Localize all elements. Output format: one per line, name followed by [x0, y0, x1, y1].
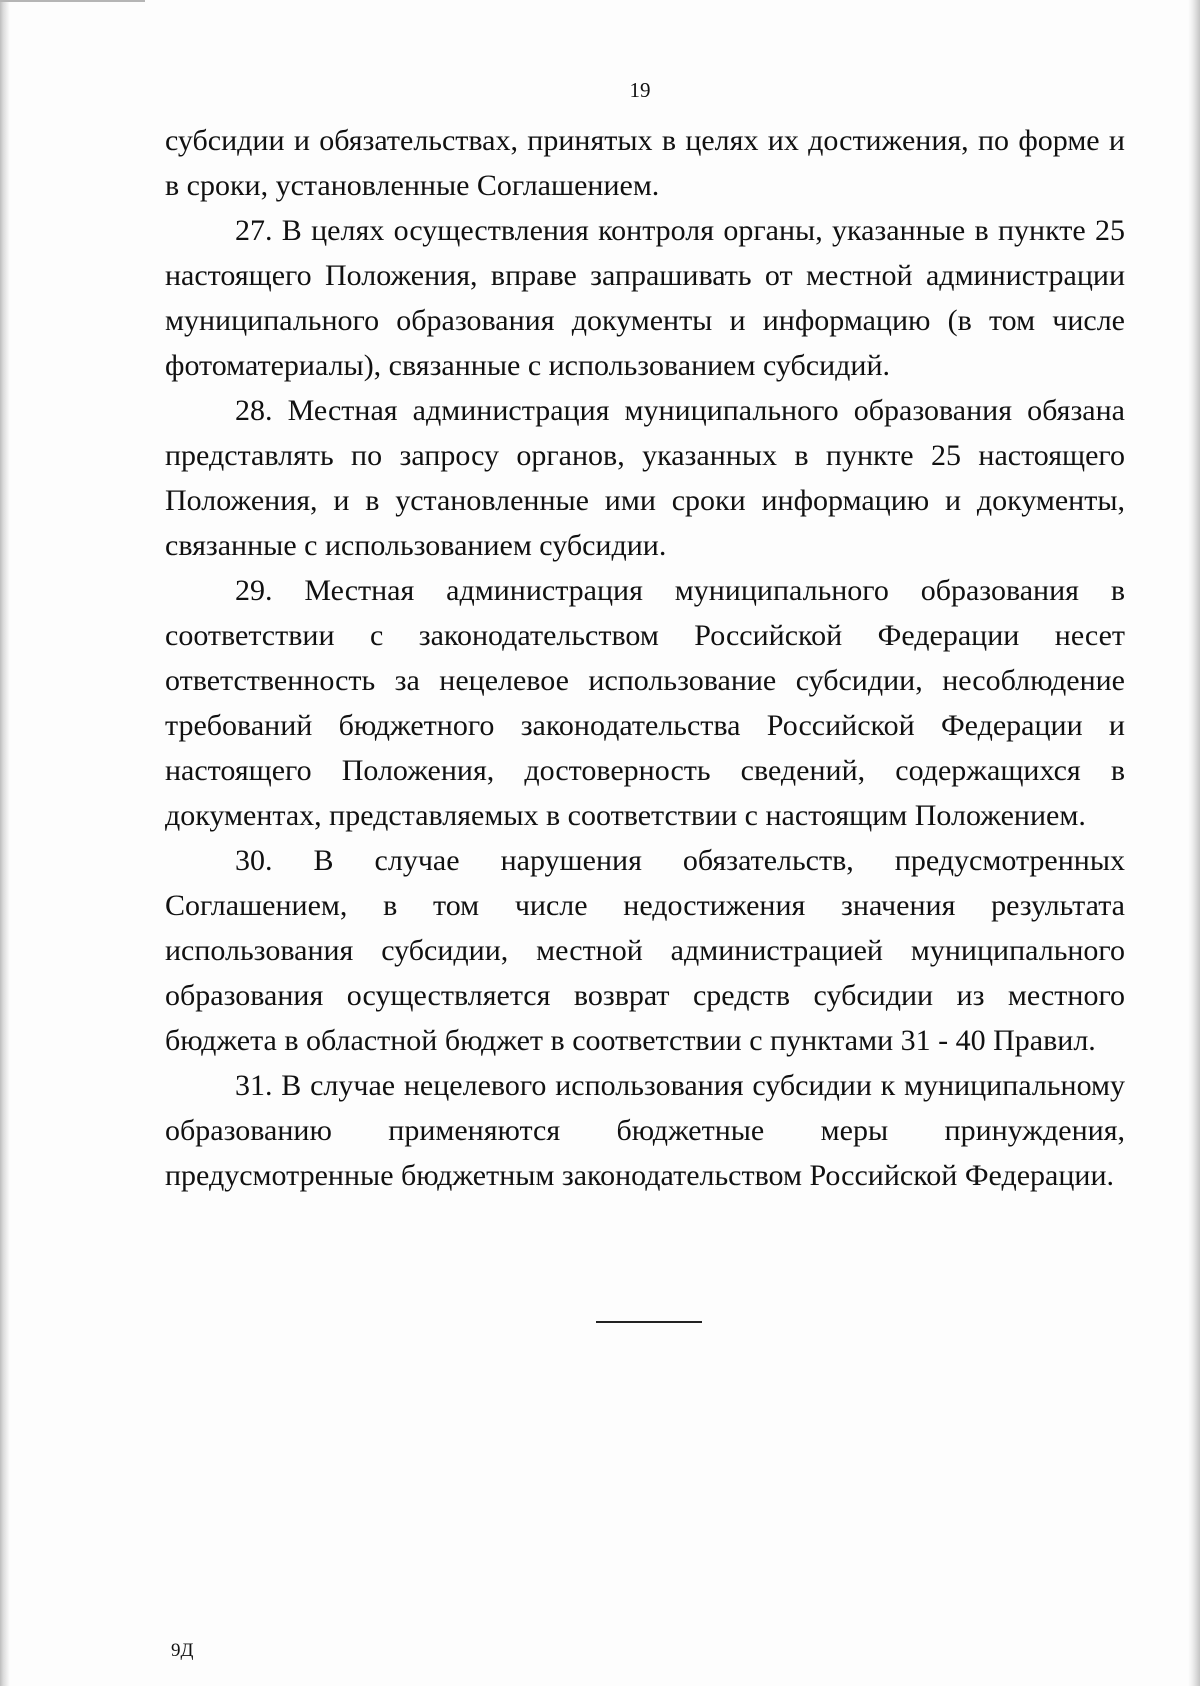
paragraph-item-31: 31. В случае нецелевого использования субсидии к муниципальному образованию применяются бюджетные меры принуждения, предусмотренные бюджетным законодательством Российской Федерации. [165, 1069, 1125, 1192]
document-body [165, 118, 1125, 1198]
paragraph-item-28: 28. Местная администрация муниципального образования обязана представлять по запросу органов, указанных в пункте 25 настоящего Положения, и в установленные ими сроки информацию и документы, связанные с использованием субсидии. [165, 394, 1125, 562]
closing-rule [596, 1321, 702, 1323]
paragraph-item-29: 29. Местная администрация муниципального образования в соответствии с законодательством Российской Федерации несет ответственность за нецелевое использование субсидии, несоблюдение требований бюджетного законодательства Российской Федерации и настоящего Положения, достоверность сведений, содержащихся в документах, представляемых в соответствии с настоящим Положением. [165, 574, 1125, 832]
page-number: 19 [629, 78, 651, 102]
paragraph-item-30: 30. В случае нарушения обязательств, предусмотренных Соглашением, в том числе недостижения значения результата использования субсидии, местной администрацией муниципального образования осуществляется возврат средств субсидии из местного бюджета в областной бюджет в соответствии с пунктами 31 - 40 Правил. [165, 844, 1125, 1057]
scan-edge-left [0, 0, 10, 1686]
scan-edge-top [0, 0, 145, 2]
paragraph-continuation: субсидии и обязательствах, принятых в целях их достижения, по форме и в сроки, установленные Соглашением. [165, 124, 1125, 202]
paragraph-item-27: 27. В целях осуществления контроля органы, указанные в пункте 25 настоящего Положения, вправе запрашивать от местной администрации муниципального образования документы и информацию (в том числе фотоматериалы), связанные с использованием субсидий. [165, 214, 1125, 382]
scan-edge-right [1188, 0, 1200, 1686]
footer-code: 9Д [171, 1640, 194, 1661]
